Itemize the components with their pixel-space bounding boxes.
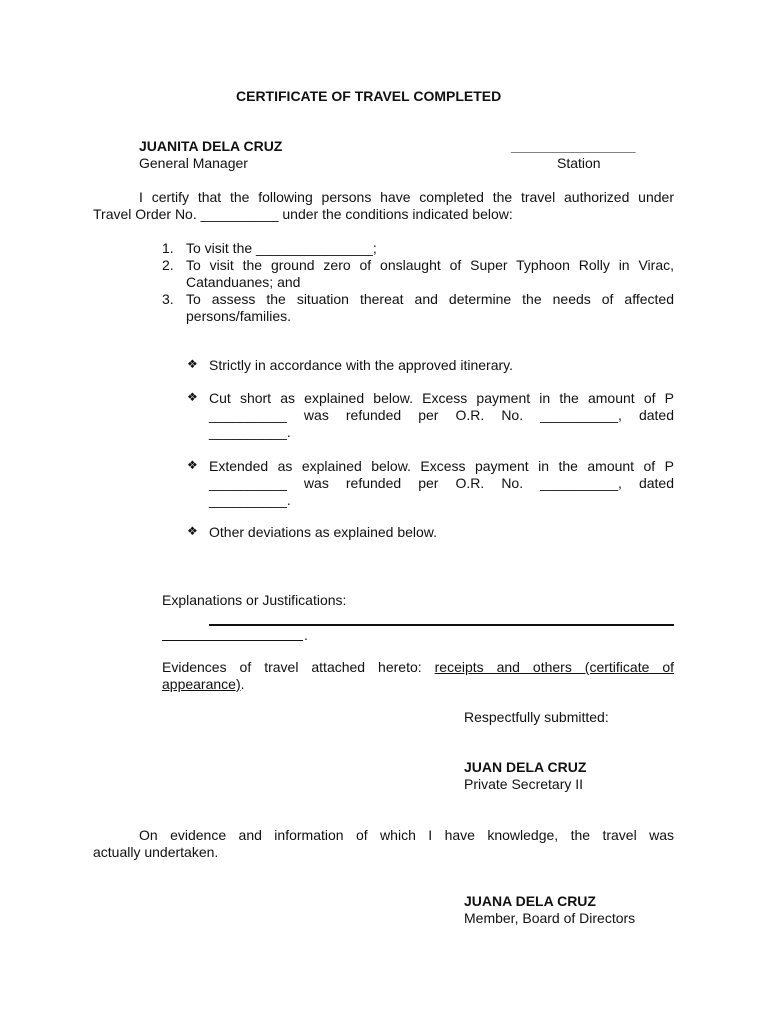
document-title: CERTIFICATE OF TRAVEL COMPLETED bbox=[236, 88, 502, 104]
condition-line: Other deviations as explained below. bbox=[209, 524, 438, 540]
evidence-statement-line-1: On evidence and information of which I have knowledge, the travel was bbox=[139, 827, 674, 843]
station-label: Station bbox=[557, 155, 601, 171]
condition-line: __________. bbox=[209, 424, 291, 440]
evidences-underlined-2: appearance) bbox=[162, 676, 241, 692]
evidence-statement-line-2: actually undertaken. bbox=[93, 844, 219, 860]
diamond-bullet-icon: ❖ bbox=[187, 390, 198, 404]
purpose-line: To visit the _______________; bbox=[186, 240, 377, 256]
purpose-number: 1. bbox=[162, 240, 174, 256]
purpose-line: To assess the situation thereat and determine the needs of affected bbox=[186, 291, 674, 307]
diamond-bullet-icon: ❖ bbox=[187, 458, 198, 472]
purpose-number: 3. bbox=[162, 291, 174, 307]
purpose-line: persons/families. bbox=[186, 308, 292, 324]
condition-line: Extended as explained below. Excess payment in the amount of P bbox=[209, 458, 674, 474]
explanations-period: . bbox=[304, 627, 308, 643]
addressee-position: General Manager bbox=[139, 155, 248, 171]
signatory-2-position: Member, Board of Directors bbox=[464, 910, 636, 926]
station-blank: ________________ bbox=[511, 138, 636, 154]
explanations-label: Explanations or Justifications: bbox=[162, 592, 347, 608]
purpose-number: 2. bbox=[162, 257, 174, 273]
signatory-1-name: JUAN DELA CRUZ bbox=[464, 759, 587, 775]
diamond-bullet-icon: ❖ bbox=[187, 357, 198, 371]
evidences-line-2 bbox=[162, 676, 245, 692]
condition-line: Strictly in accordance with the approved itinerary. bbox=[209, 357, 513, 373]
certify-line-2: Travel Order No. __________ under the conditions indicated below: bbox=[93, 206, 513, 222]
purpose-line: Catanduanes; and bbox=[186, 274, 301, 290]
certify-line-1: I certify that the following persons have completed the travel authorized under bbox=[139, 189, 674, 205]
addressee-name: JUANITA DELA CRUZ bbox=[139, 138, 283, 154]
explanations-line-1 bbox=[209, 624, 674, 626]
evidences-line-1 bbox=[162, 659, 674, 675]
evidences-suffix: . bbox=[240, 676, 245, 692]
condition-line: __________ was refunded per O.R. No. __________, dated bbox=[209, 407, 674, 423]
evidences-underlined-1: receipts and others (certificate of bbox=[434, 659, 675, 675]
signatory-1-position: Private Secretary II bbox=[464, 776, 584, 792]
condition-line: __________ was refunded per O.R. No. __________, dated bbox=[209, 475, 674, 491]
signatory-2-name: JUANA DELA CRUZ bbox=[464, 893, 596, 909]
explanations-line-2 bbox=[162, 640, 303, 641]
condition-line: __________. bbox=[209, 492, 291, 508]
respectfully-submitted: Respectfully submitted: bbox=[464, 709, 609, 725]
purpose-line: To visit the ground zero of onslaught of Super Typhoon Rolly in Virac, bbox=[186, 257, 674, 273]
diamond-bullet-icon: ❖ bbox=[187, 524, 198, 538]
evidences-prefix: Evidences of travel attached hereto: bbox=[162, 659, 422, 675]
condition-line: Cut short as explained below. Excess payment in the amount of P bbox=[209, 390, 674, 406]
